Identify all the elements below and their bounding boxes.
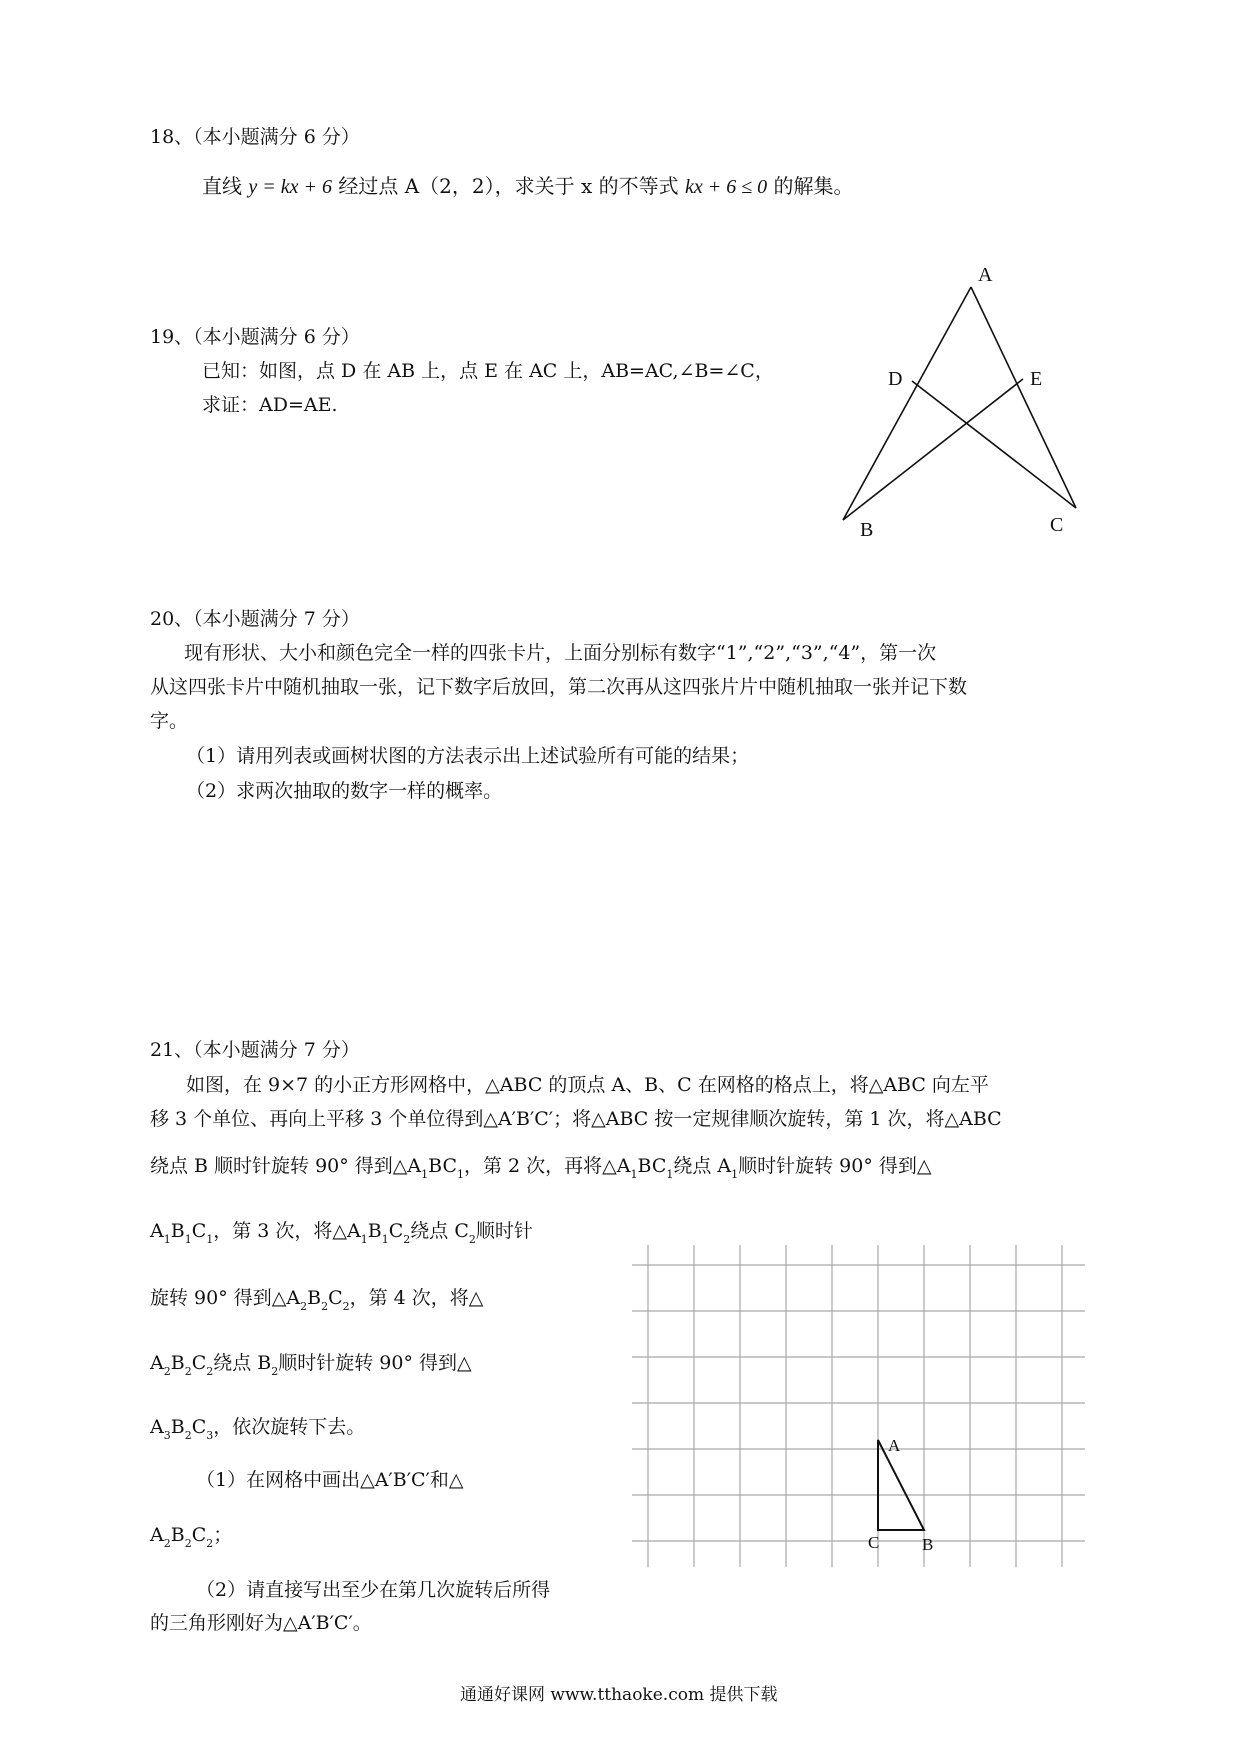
- q18-text-b: 经过点 A（2，2），求关于 x 的不等式: [331, 174, 685, 198]
- q21-part-2: （2）请直接写出至少在第几次旋转后所得: [196, 1579, 551, 1601]
- q21-line-4: $A_1B_1C_1$，第 3 次，将$\triangle A_1B_1C_2$绕点 $C_2$顺时针: [150, 1220, 533, 1246]
- footer-text: 通通好课网 www.tthaoke.com 提供下载: [460, 1685, 778, 1705]
- q18-line-equation: y = kx + 6: [248, 176, 332, 198]
- q21-part-2-cont: 的三角形刚好为△A′B′C′。: [150, 1612, 372, 1634]
- label-d: D: [888, 368, 903, 390]
- q21-part-1-cont: $A_2B_2C_2$；: [150, 1524, 233, 1550]
- q21-line-7: $A_3B_2C_3$，依次旋转下去。: [150, 1416, 366, 1442]
- label-a: A: [978, 264, 993, 286]
- q19-header: 19、（本小题满分 6 分）: [150, 326, 360, 348]
- q21-line-5: 旋转 90° 得到$\triangle A_2B_2C_2$，第 4 次，将△: [150, 1287, 484, 1313]
- triangle-figure: [830, 255, 1130, 555]
- q21-line-6: $A_2B_2C_2$绕点 $B_2$顺时针旋转 90° 得到△: [150, 1352, 472, 1378]
- segment-be: [843, 379, 1023, 520]
- q20-line-2: 从这四张卡片中随机抽取一张，记下数字后放回，第二次再从这四张片片中随机抽取一张并记下数: [150, 676, 968, 698]
- label-c: C: [1050, 514, 1064, 536]
- q19-given: 已知：如图，点 D 在 AB 上，点 E 在 AC 上，AB=AC,∠B=∠C，: [202, 360, 774, 382]
- q21-line-1: 如图，在 9×7 的小正方形网格中，△ABC 的顶点 A、B、C 在网格的格点上，将△ABC 向左平: [186, 1074, 989, 1096]
- q19-prove: 求证：AD=AE.: [202, 394, 338, 416]
- q21-line-2: 移 3 个单位、再向上平移 3 个单位得到△A′B′C′；将△ABC 按一定规律顺次旋转，第 1 次，将△ABC: [150, 1108, 1002, 1130]
- q20-part-1: （1）请用列表或画树状图的方法表示出上述试验所有可能的结果；: [186, 745, 750, 767]
- q18-text-a: 直线: [202, 174, 249, 198]
- grid-lines: [632, 1245, 1085, 1567]
- segment-ab: [843, 287, 971, 520]
- q20-line-3: 字。: [150, 710, 189, 732]
- q18-text-c: 的解集。: [767, 174, 854, 198]
- q20-part-2: （2）求两次抽取的数字一样的概率。: [186, 780, 503, 802]
- label-b: B: [860, 519, 874, 541]
- triangle-abc: [878, 1440, 924, 1530]
- q18-statement: [202, 170, 854, 199]
- q21-line-3: 绕点 B 顺时针旋转 90° 得到$\triangle A_1BC_1$，第 2 次，再将$\triangle A_1BC_1$绕点 $A_1$顺时针旋转 90° 得到△: [150, 1155, 932, 1181]
- label-e: E: [1030, 368, 1043, 390]
- q20-line-1: 现有形状、大小和颜色完全一样的四张卡片，上面分别标有数字“1”,“2”,“3”,“4”，第一次: [184, 642, 937, 664]
- segment-ac: [971, 287, 1076, 508]
- segment-cd: [912, 381, 1076, 508]
- q20-header: 20、（本小题满分 7 分）: [150, 608, 360, 630]
- q18-header: 18、（本小题满分 6 分）: [150, 126, 360, 148]
- grid-figure: [630, 1245, 1090, 1570]
- q18-inequality: kx + 6 ≤ 0: [684, 176, 768, 198]
- grid-label-b: B: [922, 1535, 934, 1554]
- q21-part-1: （1）在网格中画出△A′B′C′和△: [196, 1469, 464, 1491]
- grid-label-c: C: [868, 1533, 880, 1552]
- grid-label-a: A: [888, 1436, 901, 1455]
- q21-header: 21、（本小题满分 7 分）: [150, 1039, 360, 1061]
